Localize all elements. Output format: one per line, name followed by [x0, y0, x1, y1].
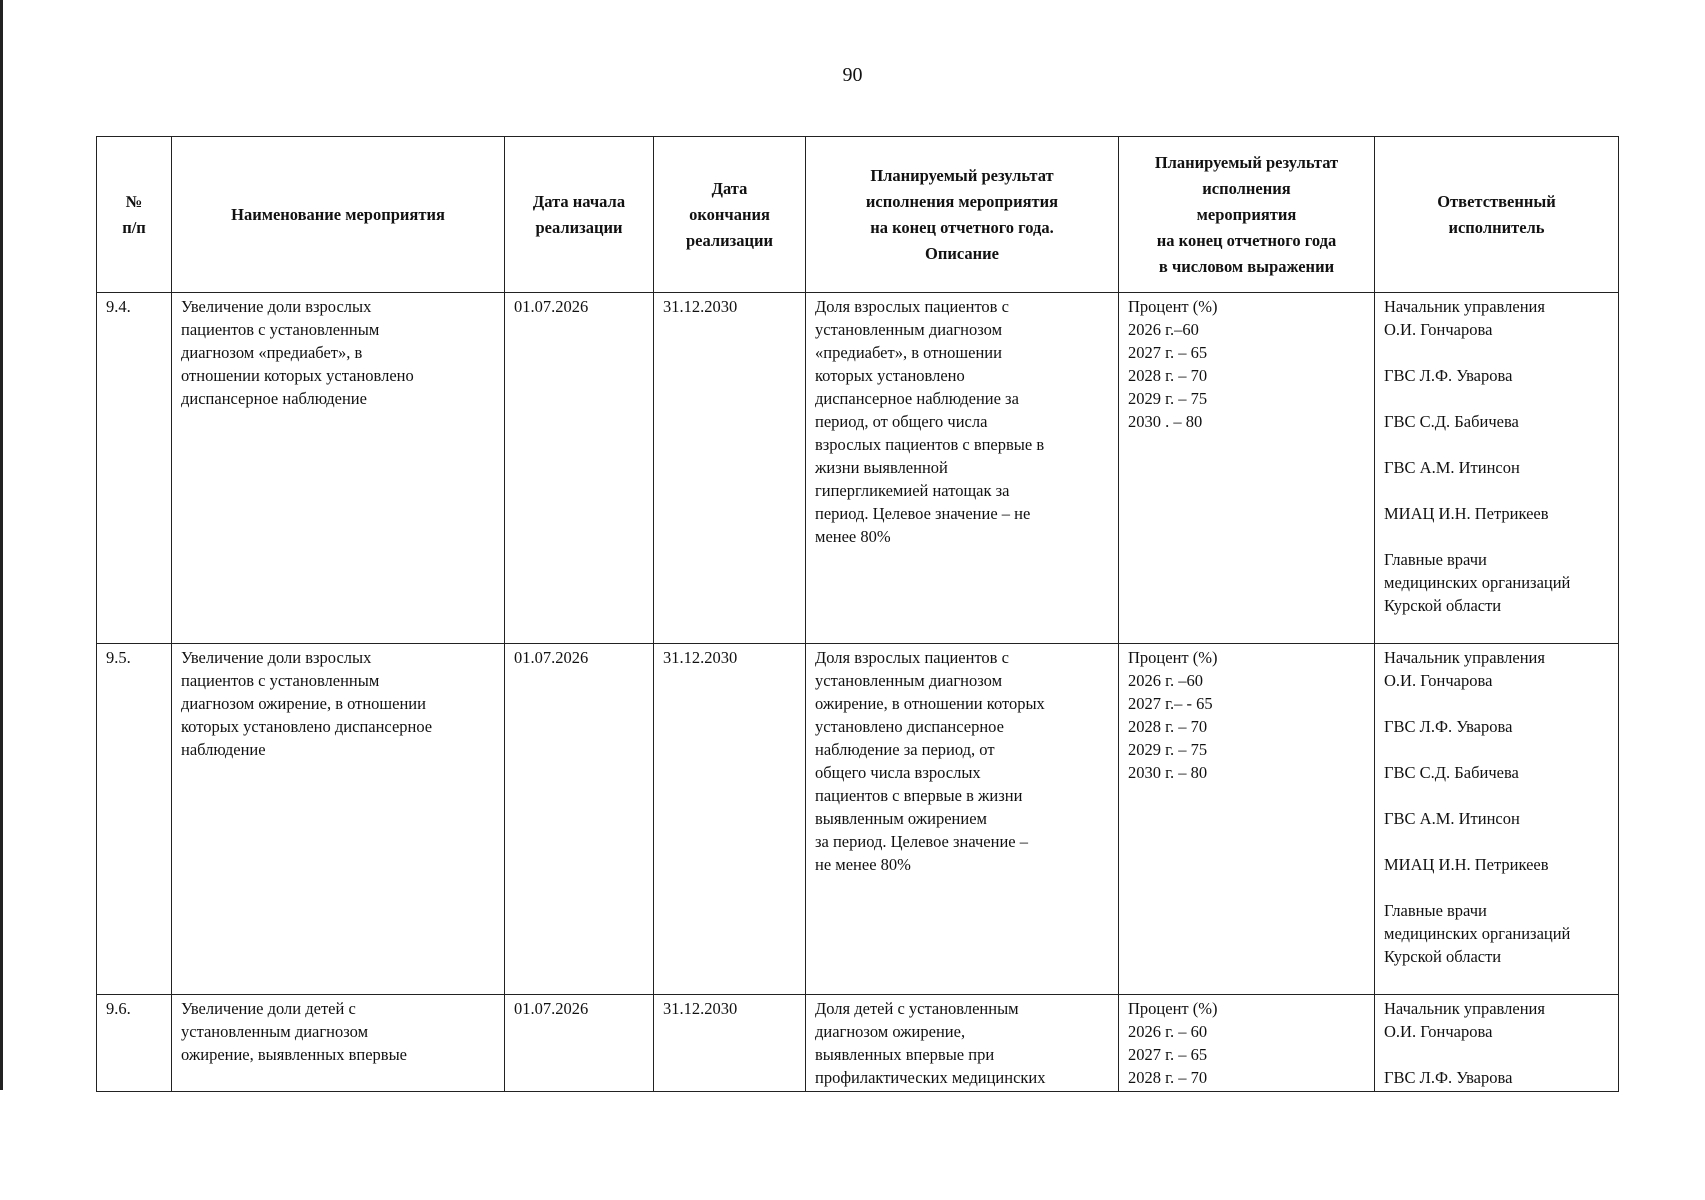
header-number: № п/п	[97, 137, 172, 293]
executor-entry: ГВС А.М. Итинсон	[1384, 458, 1520, 477]
executor-entry: Начальник управления О.И. Гончарова	[1384, 648, 1545, 690]
row-result-description: Доля детей с установленным диагнозом ожирение, выявленных впервые при профилактических медицинских	[806, 995, 1119, 1092]
row-measure-name: Увеличение доли детей с установленным диагнозом ожирение, выявленных впервые	[172, 995, 505, 1092]
row-number: 9.5.	[97, 644, 172, 995]
table-row	[97, 293, 1619, 644]
row-result-values: Процент (%) 2026 г.–60 2027 г. – 65 2028 г. – 70 2029 г. – 75 2030 . – 80	[1119, 293, 1375, 644]
executor-entry: МИАЦ И.Н. Петрикеев	[1384, 855, 1549, 874]
scan-left-edge	[0, 0, 3, 1090]
header-executor: Ответственный исполнитель	[1375, 137, 1619, 293]
row-result-description: Доля взрослых пациентов с установленным диагнозом ожирение, в отношении которых установлено диспансерное наблюдение за период, от общего числа взрослых пациентов с впервые в жизни выявленным ожирением за период. Целевое значение – не менее 80%	[806, 644, 1119, 995]
row-start-date: 01.07.2026	[505, 293, 654, 644]
executor-entry: Начальник управления О.И. Гончарова	[1384, 297, 1545, 339]
table-row	[97, 644, 1619, 995]
executor-entry: ГВС С.Д. Бабичева	[1384, 412, 1519, 431]
header-measure-name: Наименование мероприятия	[172, 137, 505, 293]
table-row	[97, 995, 1619, 1092]
row-measure-name: Увеличение доли взрослых пациентов с установленным диагнозом ожирение, в отношении которых установлено диспансерное наблюдение	[172, 644, 505, 995]
executor-entry: ГВС А.М. Итинсон	[1384, 809, 1520, 828]
executor-entry: ГВС Л.Ф. Уварова	[1384, 366, 1513, 385]
executor-entry: ГВС Л.Ф. Уварова	[1384, 717, 1513, 736]
row-result-description: Доля взрослых пациентов с установленным диагнозом «предиабет», в отношении которых установлено диспансерное наблюдение за период, от общего числа взрослых пациентов с впервые в жизни выявленной гипергликемией натощак за период. Целевое значение – не менее 80%	[806, 293, 1119, 644]
row-start-date: 01.07.2026	[505, 995, 654, 1092]
header-end-date: Дата окончания реализации	[654, 137, 806, 293]
row-result-values: Процент (%) 2026 г. –60 2027 г.– - 65 2028 г. – 70 2029 г. – 75 2030 г. – 80	[1119, 644, 1375, 995]
executor-entry: Главные врачи медицинских организаций Курской области	[1384, 550, 1571, 615]
row-executors	[1375, 995, 1619, 1092]
row-measure-name: Увеличение доли взрослых пациентов с установленным диагнозом «предиабет», в отношении которых установлено диспансерное наблюдение	[172, 293, 505, 644]
header-start-date: Дата начала реализации	[505, 137, 654, 293]
executor-entry: Начальник управления О.И. Гончарова	[1384, 999, 1545, 1041]
executor-entry: Главные врачи медицинских организаций Курской области	[1384, 901, 1571, 966]
row-executors	[1375, 644, 1619, 995]
row-result-values: Процент (%) 2026 г. – 60 2027 г. – 65 2028 г. – 70	[1119, 995, 1375, 1092]
row-executors	[1375, 293, 1619, 644]
header-result-numeric: Планируемый результат исполнения мероприятия на конец отчетного года в числовом выражении	[1119, 137, 1375, 293]
row-end-date: 31.12.2030	[654, 995, 806, 1092]
measures-table	[96, 136, 1619, 1092]
header-result-description: Планируемый результат исполнения мероприятия на конец отчетного года. Описание	[806, 137, 1119, 293]
row-number: 9.4.	[97, 293, 172, 644]
page-number: 90	[842, 64, 863, 86]
row-end-date: 31.12.2030	[654, 644, 806, 995]
row-number: 9.6.	[97, 995, 172, 1092]
table-header-row	[97, 137, 1619, 293]
row-end-date: 31.12.2030	[654, 293, 806, 644]
executor-entry: МИАЦ И.Н. Петрикеев	[1384, 504, 1549, 523]
executor-entry: ГВС С.Д. Бабичева	[1384, 763, 1519, 782]
row-start-date: 01.07.2026	[505, 644, 654, 995]
executor-entry: ГВС Л.Ф. Уварова	[1384, 1068, 1513, 1087]
